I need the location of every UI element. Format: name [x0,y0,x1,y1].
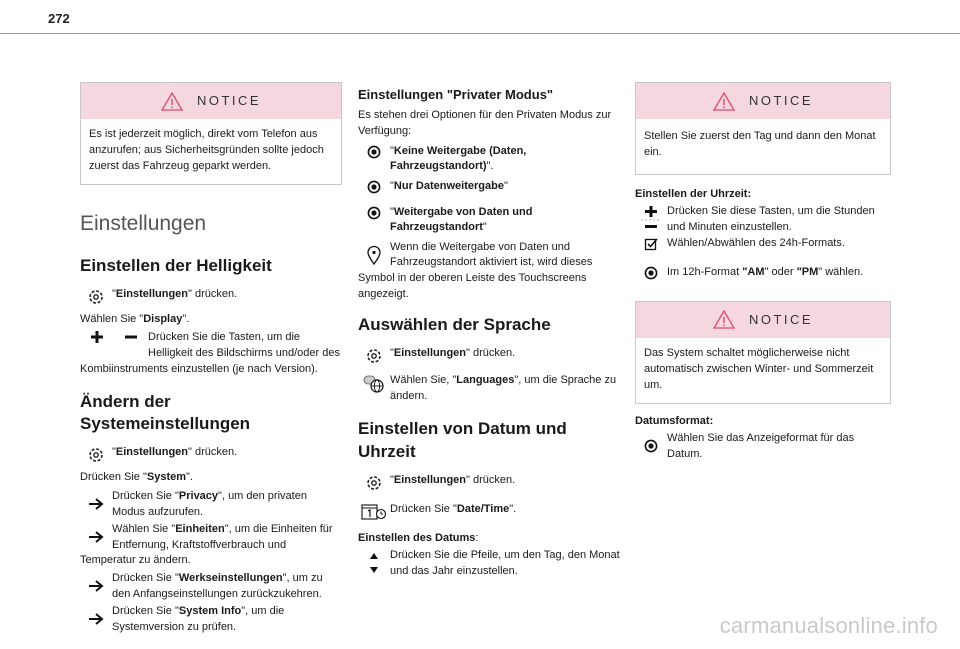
text: ". [182,312,190,325]
q: " [390,473,394,486]
page-number: 272 [48,11,70,26]
column-1 [80,82,342,637]
step-text: Wählen/Abwählen des 24h-Formats. [667,236,845,249]
label: Datumsformat: [635,414,714,427]
heading-system-settings: Ändern der Systemeinstellungen [80,392,251,434]
gear-icon [80,445,112,464]
text: Drücken Sie " [112,489,179,502]
text: Wählen Sie " [80,312,144,325]
plus-icon [90,330,104,344]
radio-icon [635,265,667,280]
text: ", um zu den Anfangseinstellungen zurückzukehren. [112,572,323,600]
step-settings [358,473,620,492]
radio-icon [358,205,390,220]
option-label: Keine Weitergabe (Daten, Fahrzeugstandort) [390,144,527,173]
header-divider [0,33,960,34]
factory-label: Werkseinstellungen [178,572,283,584]
minus-icon [124,330,138,344]
system-info-label: System Info [178,605,242,618]
column-3 [635,82,891,465]
text: ", um die Systemversion zu prüfen. [112,605,285,633]
step-settings [358,346,620,365]
arrow-right-icon [80,522,112,551]
languages-label: Languages [456,374,515,387]
radio-icon [358,179,390,194]
location-note [358,240,620,302]
privacy-intro: Es stehen drei Optionen für den Privaten Modus zur Verfügung: [358,109,612,138]
calendar-clock-icon [358,502,390,521]
q: " [390,347,394,360]
format-24h-step [635,236,891,252]
text: Drücken Sie " [112,605,179,618]
radio-icon [358,144,390,159]
step-text: Wählen Sie das Anzeigeformat für das Datum. [667,432,855,460]
notice-text: Stellen Sie zuerst den Tag und dann den Monat ein. [644,130,876,158]
arrow-right-icon [80,571,112,600]
step-privacy [80,489,342,520]
notice-text: Das System schaltet möglicherweise nicht automatisch zwischen Winter- und Sommerzeit um. [644,346,874,391]
display-label: Display [143,312,183,325]
plus-minus-icons [80,330,148,358]
notice-box-phone [80,82,342,185]
text: " wählen. [818,266,864,279]
heading-privacy-mode: Einstellungen "Privater Modus" [358,87,554,102]
q: " [390,179,394,192]
gear-icon [80,287,112,306]
text: ", um die Einheiten für Entfernung, Kraftstoffverbrauch und Temperatur zu ändern. [80,523,333,567]
text: ", um die Sprache zu ändern. [390,374,617,402]
warning-icon [713,310,735,329]
text: Wählen Sie " [112,523,176,536]
option-label: Weitergabe von Daten und Fahrzeugstandort [390,205,533,234]
date-time-label: Date/Time [456,502,510,515]
step-rest: " drücken. [466,347,516,360]
notice-title: NOTICE [748,92,814,108]
colon: : [475,531,479,544]
settings-label: Einstellungen [393,347,467,360]
step-display [80,312,342,328]
settings-label: Einstellungen [115,446,189,459]
heading-brightness: Einstellen der Helligkeit [80,255,272,275]
step-factory-settings [80,571,342,602]
notice-header [81,83,341,119]
column-2 [358,82,620,581]
plus-minus-stack-icon [635,204,667,233]
notice-text: Es ist jederzeit möglich, direkt vom Telefon aus anzurufen; aus Sicherheitsgründen sollte jedoch zuerst das Fahrzeug geparkt werden. [89,128,324,172]
system-label: System [146,471,187,484]
note-text: Wenn die Weitergabe von Daten und Fahrzeugstandort aktiviert ist, wird dieses Symbol in der oberen Leiste des Touchscreens angezeigt. [358,240,593,300]
text: Im 12h-Format [667,266,743,279]
notice-box-dst [635,301,891,404]
privacy-option-none [358,144,620,175]
q: " [390,144,394,157]
label: Einstellen der Uhrzeit: [635,187,752,200]
q: " [112,446,116,459]
settings-label: Einstellungen [115,287,189,300]
privacy-option-all [358,205,620,236]
date-format-label [635,414,891,430]
text: ", um den privaten Modus aufzurufen. [112,489,307,518]
heading-date-time: Einstellen von Datum und Uhrzeit [358,419,567,461]
step-brightness-keys [80,330,342,377]
step-text: Drücken Sie diese Tasten, um die Stunden und Minuten einzustellen. [667,205,875,234]
language-icon [358,373,390,394]
date-arrows-step [358,548,620,579]
ampm-step [635,265,891,281]
step-languages [358,373,620,404]
radio-icon [635,431,667,460]
gear-icon [358,473,390,492]
text: " [482,221,487,234]
warning-icon [713,92,735,111]
section-title-einstellungen: Einstellungen [80,211,207,235]
arrow-right-icon [80,489,112,518]
privacy-label: Privacy [178,489,219,502]
settings-label: Einstellungen [393,473,467,486]
option-label: Nur Datenweitergabe [393,179,504,192]
watermark: carmanualsonline.info [719,612,938,638]
notice-header [636,302,890,338]
heading-language: Auswählen der Sprache [358,315,551,335]
step-rest: " drücken. [466,473,516,486]
step-rest: " drücken. [188,446,238,459]
date-format-step [635,431,891,462]
text: ". [186,471,193,484]
arrow-right-icon [80,604,112,633]
pm-label: "PM [796,266,819,279]
q: " [390,205,394,218]
up-down-arrows-icon [358,548,390,577]
text: Drücken Sie " [390,502,457,515]
notice-box-day-month [635,82,891,175]
time-setting-label [635,187,891,203]
gear-icon [358,346,390,365]
text: Drücken Sie " [112,572,179,584]
text: " oder [764,266,797,279]
step-text: Drücken Sie die Tasten, um die Helligkeit des Bildschirms und/oder des Kombiinstruments einzustellen (je nach Version). [80,331,340,375]
step-date-time [358,502,620,521]
step-settings [80,445,342,464]
step-system [80,470,342,486]
notice-title: NOTICE [196,92,262,108]
step-rest: " drücken. [188,287,238,300]
units-label: Einheiten [175,523,225,536]
q: " [112,287,116,300]
label: Einstellen des Datums [358,531,476,544]
privacy-option-data-only [358,179,620,195]
step-text: Drücken Sie die Pfeile, um den Tag, den Monat und das Jahr einzustellen. [390,549,620,577]
notice-title: NOTICE [748,311,814,327]
text: " [503,179,508,192]
time-keys-step [635,204,891,235]
step-units [80,522,342,569]
checkbox-icon [635,236,667,251]
date-setting-label [358,531,620,547]
location-pin-icon [358,240,390,269]
step-system-info [80,604,342,635]
text: ". [509,502,517,515]
step-settings [80,287,342,306]
warning-icon [161,92,183,111]
text: Wählen Sie, " [390,374,457,387]
am-label: "AM [742,266,765,279]
text: ". [486,160,494,173]
text: Drücken Sie " [80,471,147,484]
notice-header [636,83,890,119]
